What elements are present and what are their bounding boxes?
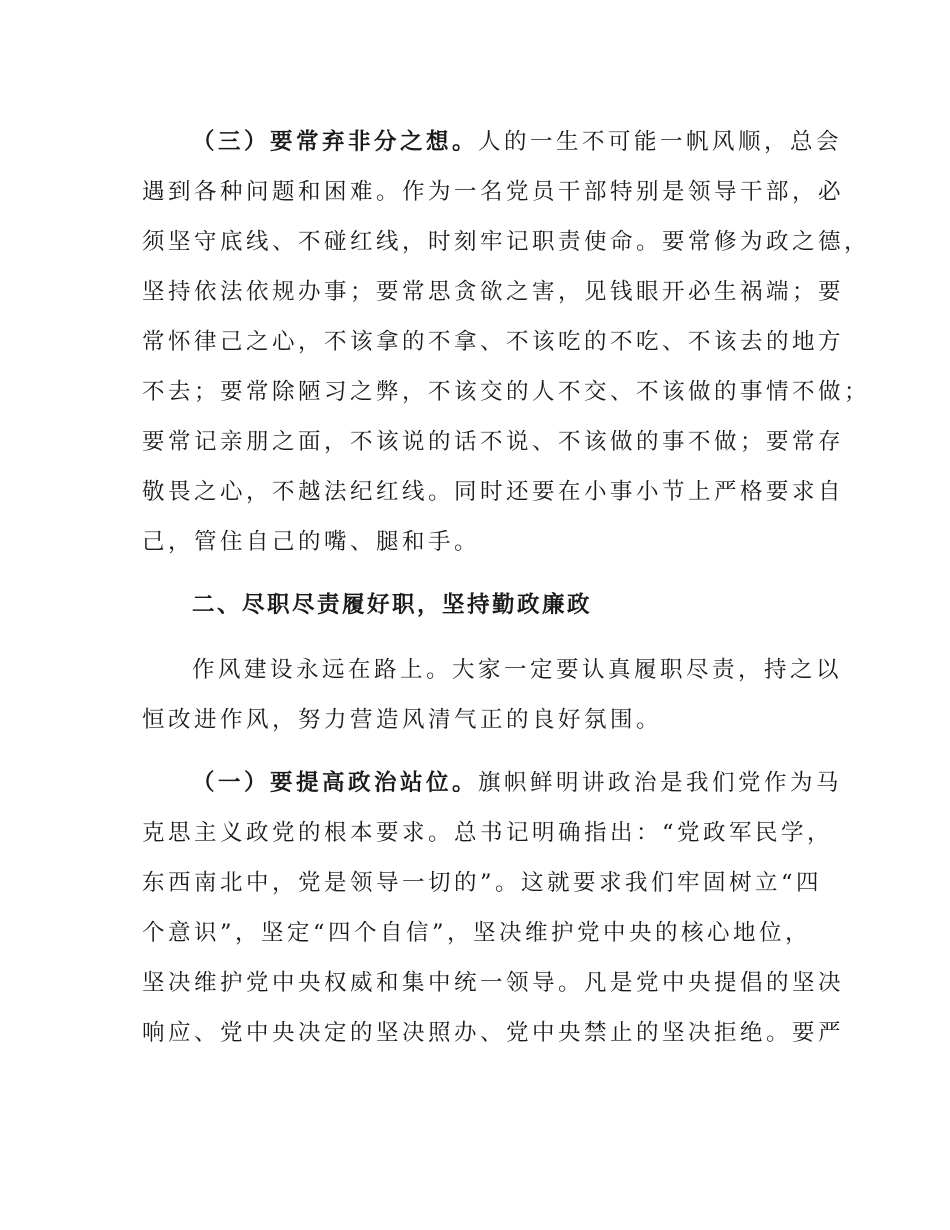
section-1-lead-text: 旗帜鲜明讲政治是我们党作为马 bbox=[478, 770, 843, 796]
paragraph-line: 坚决维护党中央权威和集中统一领导。凡是党中央提倡的坚决 bbox=[142, 970, 845, 996]
paragraph-line: 坚持依法依规办事；要常思贪欲之害，见钱眼开必生祸端；要 bbox=[142, 279, 845, 305]
paragraph-line: 恒改进作风，努力营造风清气正的良好氛围。 bbox=[142, 707, 663, 733]
section-3-first-line bbox=[192, 122, 843, 162]
section-heading: 二、尽职尽责履好职，坚持勤政廉政 bbox=[192, 592, 593, 618]
paragraph-line: 克思主义政党的根本要求。总书记明确指出：“党政军民学， bbox=[142, 820, 834, 846]
intro-first-line: 作风建设永远在路上。大家一定要认真履职尽责，持之以 bbox=[192, 657, 843, 683]
paragraph-line: 常怀律己之心，不该拿的不拿、不该吃的不吃、不该去的地方 bbox=[142, 329, 845, 355]
paragraph-line: 须坚守底线、不碰红线，时刻牢记职责使命。要常修为政之德， bbox=[142, 229, 871, 255]
paragraph-line: 敬畏之心，不越法纪红线。同时还要在小事小节上严格要求自 bbox=[142, 479, 845, 505]
paragraph-line: 己，管住自己的嘴、腿和手。 bbox=[142, 529, 481, 555]
section-1-title: （一）要提高政治站位。 bbox=[192, 770, 479, 796]
paragraph-line: 不去；要常除陋习之弊，不该交的人不交、不该做的事情不做； bbox=[142, 379, 871, 405]
paragraph-line: 响应、党中央决定的坚决照办、党中央禁止的坚决拒绝。要严 bbox=[142, 1020, 845, 1046]
section-3-lead-text: 人的一生不可能一帆风顺，总会 bbox=[478, 129, 843, 155]
section-3-title: （三）要常弃非分之想。 bbox=[192, 129, 479, 155]
paragraph-line: 个意识”，坚定“四个自信”，坚决维护党中央的核心地位， bbox=[142, 920, 812, 946]
paragraph-line: 要常记亲朋之面，不该说的话不说、不该做的事不做；要常存 bbox=[142, 429, 845, 455]
paragraph-line: 遇到各种问题和困难。作为一名党员干部特别是领导干部，必 bbox=[142, 179, 845, 205]
section-1-first-line bbox=[192, 763, 843, 803]
paragraph-line: 东西南北中，党是领导一切的”。这就要求我们牢固树立“四 bbox=[142, 870, 823, 896]
